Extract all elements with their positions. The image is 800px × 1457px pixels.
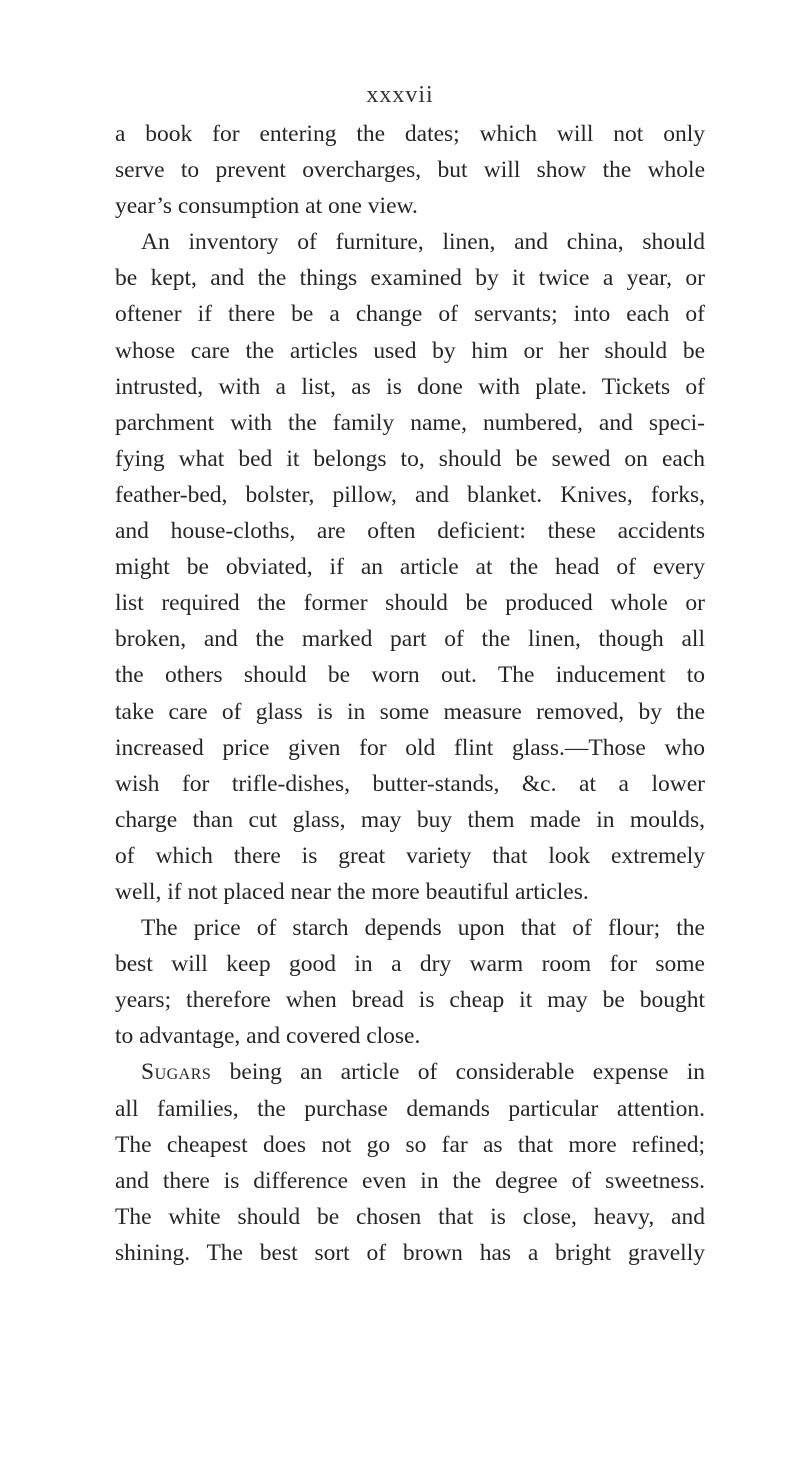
text-line: feather-bed, bolster, pillow, and blanket. Knives, forks, (115, 481, 705, 508)
text-line: fying what bed it belongs to, should be sewed on each (115, 445, 705, 472)
text-line: intrusted, with a list, as is done with plate. Tickets of (115, 373, 705, 400)
text-line: An inventory of furniture, linen, and china, should (141, 229, 705, 256)
text-line: all families, the purchase demands particular attention. (115, 1095, 705, 1122)
text-line: whose care the articles used by him or her should be (115, 337, 705, 364)
text-line: the others should be worn out. The inducement to (115, 662, 705, 689)
text-line: The price of starch depends upon that of flour; the (141, 915, 705, 942)
text-line: serve to prevent overcharges, but will show the whole (115, 157, 705, 184)
text-line: be kept, and the things examined by it twice a year, or (115, 265, 705, 292)
text-line-rest: being an article of considerable expense in (229, 1059, 705, 1086)
text-line: wish for trifle-dishes, butter-stands, &c. at a lower (115, 770, 705, 797)
text-line: best will keep good in a dry warm room for some (115, 951, 705, 978)
text-line: The cheapest does not go so far as that more refined; (115, 1131, 705, 1158)
text-line: years; therefore when bread is cheap it may be bought (115, 987, 705, 1014)
page-number: xxxvii (366, 82, 434, 108)
text-line: of which there is great variety that look extremely (115, 842, 705, 869)
text-line: year’s consumption at one view. (115, 193, 418, 220)
text-line: increased price given for old flint glass.—Those who (115, 734, 705, 761)
text-line: charge than cut glass, may buy them made in moulds, (115, 806, 705, 833)
body-text (115, 116, 705, 1271)
text-line: list required the former should be produced whole or (115, 590, 705, 617)
text-line: The white should be chosen that is close, heavy, and (115, 1203, 705, 1230)
text-line: take care of glass is in some measure removed, by the (115, 698, 705, 725)
text-line: might be obviated, if an article at the head of every (115, 554, 705, 581)
text-line: broken, and the marked part of the linen, though all (115, 626, 705, 653)
text-line: to advantage, and covered close. (115, 1023, 421, 1050)
text-line: a book for entering the dates; which will not only (115, 121, 705, 147)
text-line: shining. The best sort of brown has a bright gravelly (115, 1239, 705, 1266)
text-line: and there is difference even in the degree of sweetness. (115, 1167, 705, 1194)
text-line: and house-cloths, are often deficient: these accidents (115, 518, 705, 545)
sugars-heading: Sugars (141, 1059, 212, 1086)
text-line: oftener if there be a change of servants; into each of (115, 301, 705, 328)
text-line: parchment with the family name, numbered, and speci- (115, 409, 705, 436)
text-line-sugars (115, 1054, 705, 1090)
text-line: well, if not placed near the more beautiful articles. (115, 878, 589, 905)
